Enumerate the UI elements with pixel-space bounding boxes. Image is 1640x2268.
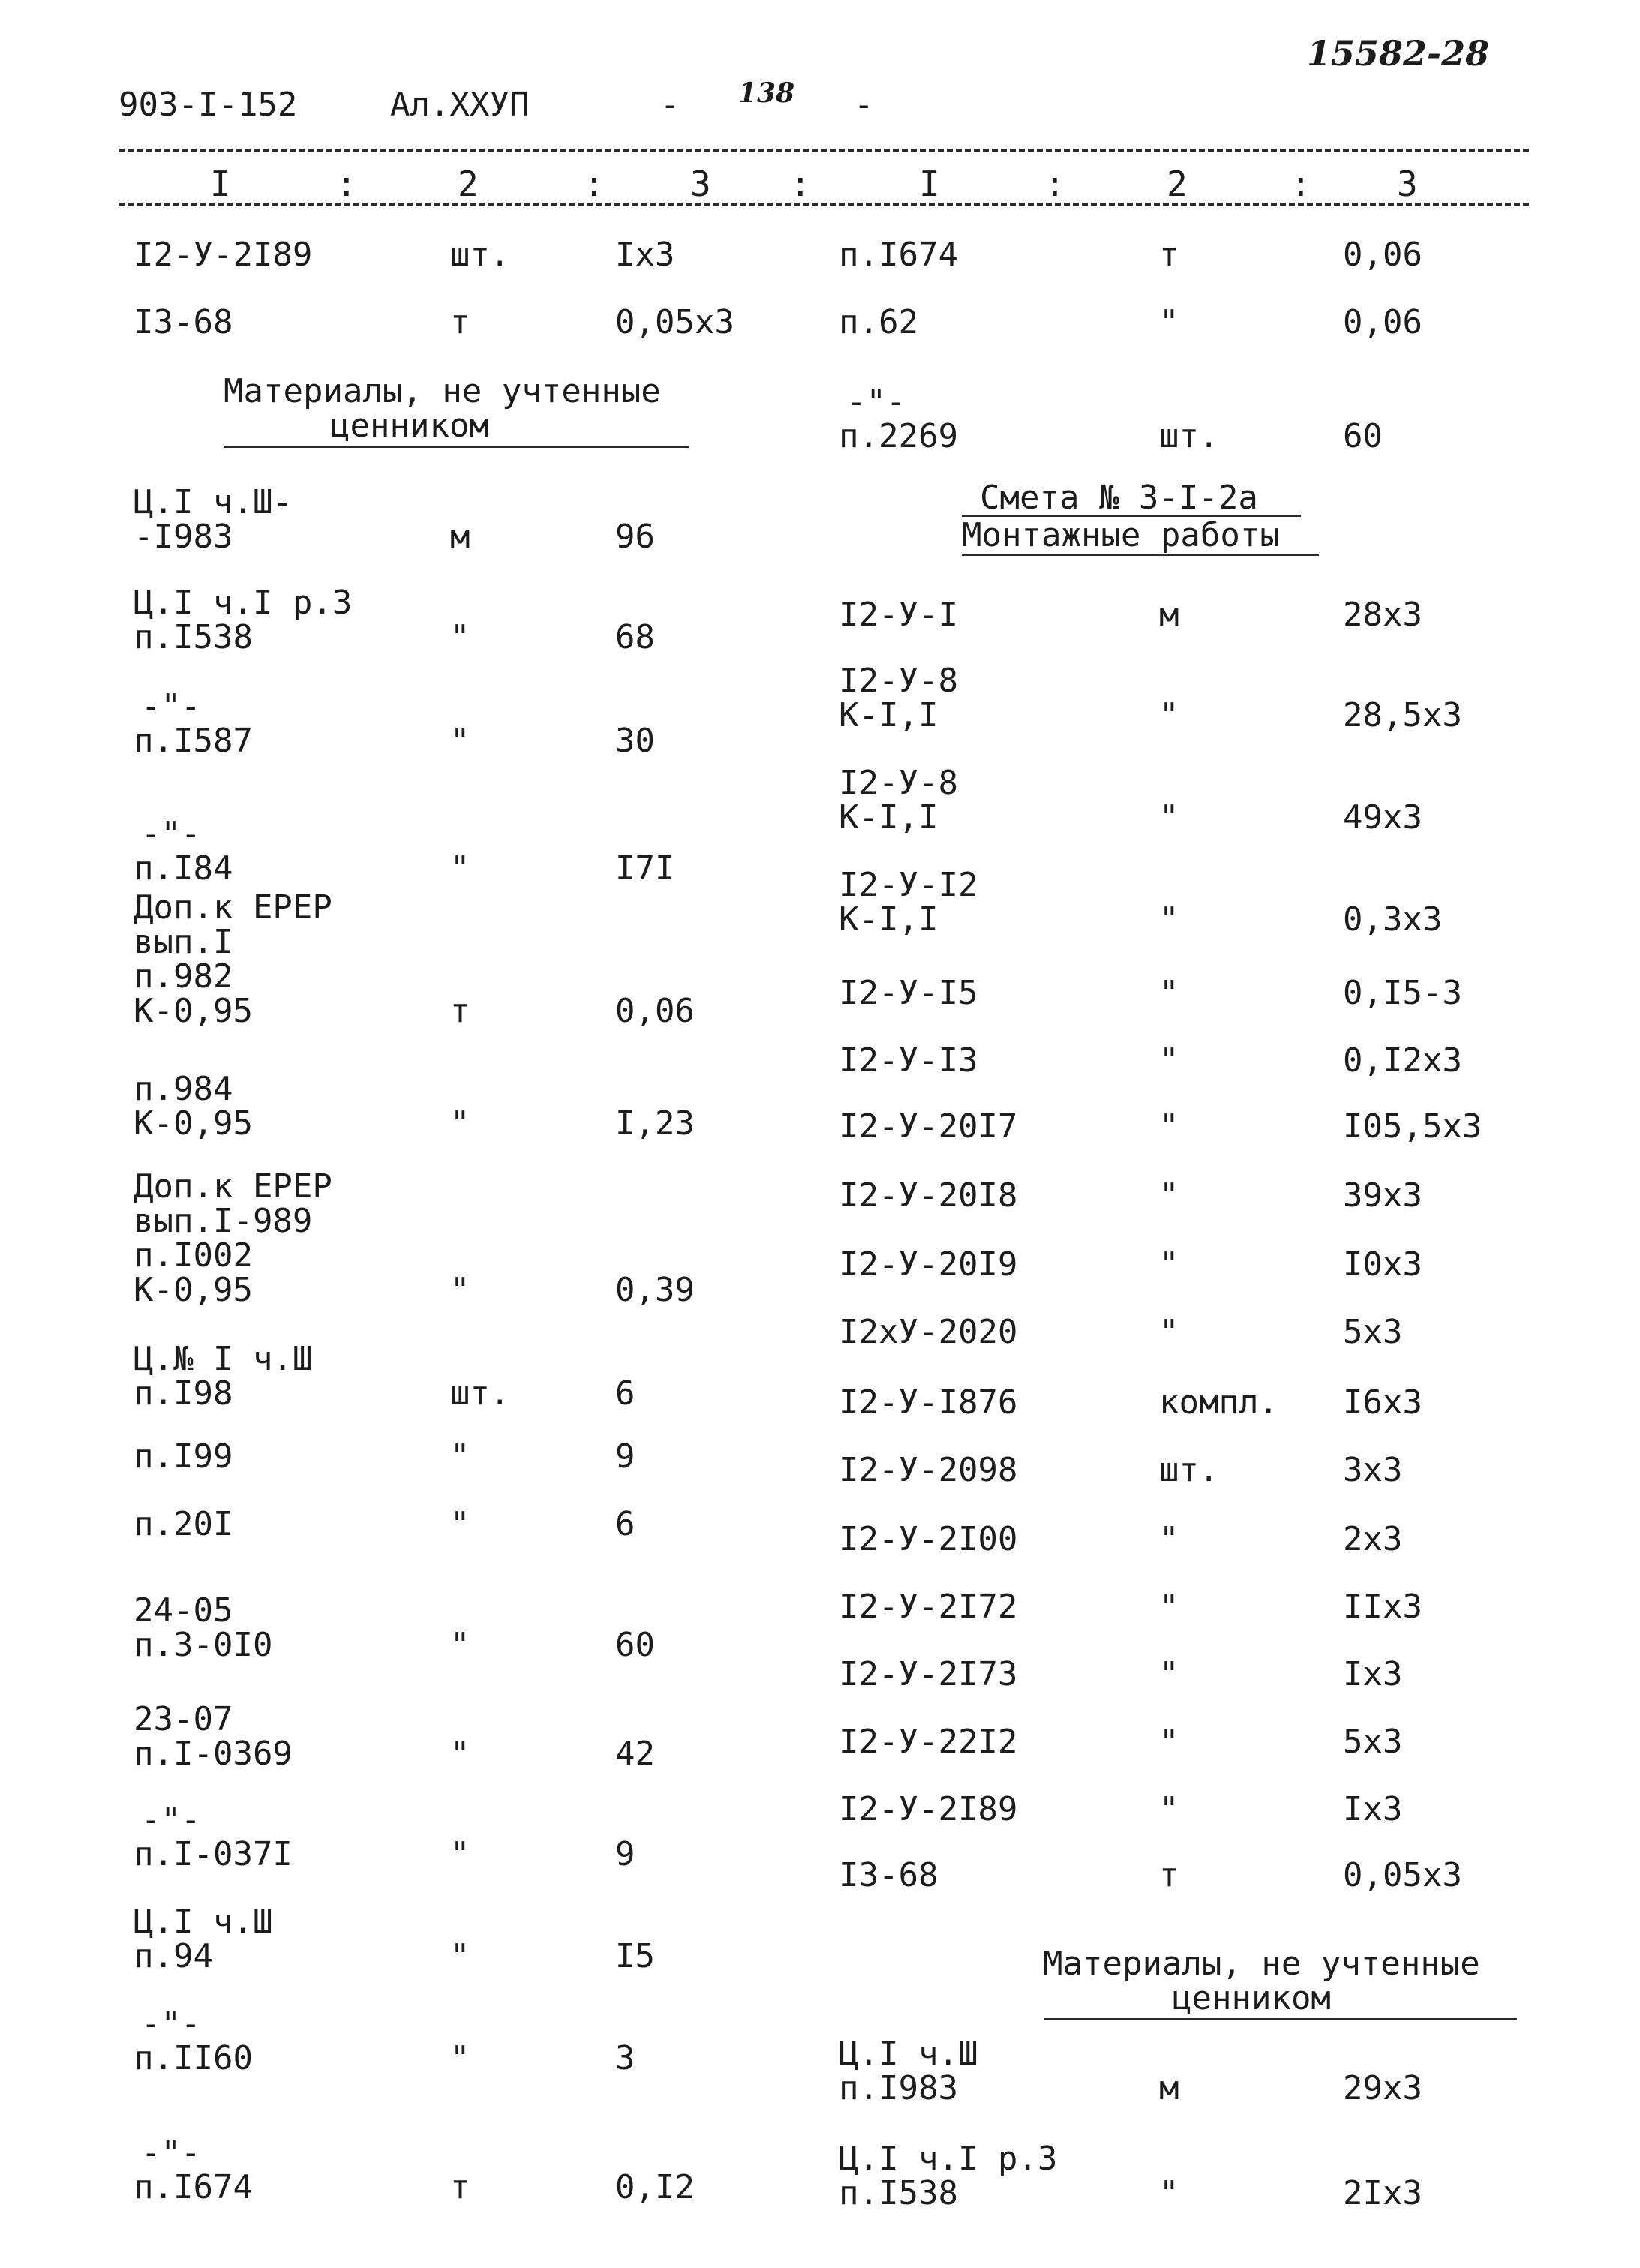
- unit: т: [1159, 236, 1179, 274]
- item-reference: п.I-037I: [134, 1835, 293, 1873]
- quantity: 2Iх3: [1343, 2174, 1422, 2212]
- unit: ": [450, 1626, 470, 1664]
- unit: т: [450, 303, 470, 341]
- item-reference: 24-05: [134, 1591, 233, 1630]
- unit: ": [450, 722, 470, 760]
- unit: ": [1159, 1790, 1179, 1828]
- quantity: I05,5х3: [1343, 1107, 1482, 1146]
- unit: т: [1159, 1856, 1179, 1894]
- item-reference: п.I983: [839, 2069, 958, 2107]
- quantity: 0,I2: [615, 2168, 695, 2206]
- unit: т: [450, 2168, 470, 2206]
- column-header-number: 2: [1167, 164, 1188, 204]
- unit: ": [1159, 1655, 1179, 1693]
- document-code: 903-I-152: [119, 86, 298, 124]
- quantity: 42: [615, 1735, 655, 1773]
- unit: ": [450, 1271, 470, 1309]
- item-reference: п.I-0369: [134, 1735, 293, 1773]
- item-reference: п.I674: [134, 2168, 253, 2206]
- item-reference: I2-У-I5: [839, 974, 978, 1012]
- item-reference: I3-68: [134, 303, 233, 341]
- unit: ": [1159, 798, 1179, 837]
- unit: ": [450, 2039, 470, 2077]
- item-reference: вып.I: [134, 923, 233, 961]
- item-reference: п.I587: [134, 722, 253, 760]
- unit: ": [450, 1835, 470, 1873]
- item-reference: I2-У-I876: [839, 1383, 1018, 1422]
- column-separator: :: [790, 164, 811, 204]
- page-number: 138: [738, 77, 795, 109]
- unit: м: [450, 518, 470, 556]
- item-reference: I2-У-I3: [839, 1041, 978, 1080]
- column-header-number: I: [210, 164, 231, 204]
- quantity: I6х3: [1343, 1383, 1422, 1422]
- heading-underline: [962, 554, 1319, 556]
- unit: ": [1159, 696, 1179, 734]
- item-reference: п.I002: [134, 1236, 253, 1275]
- quantity: 28,5х3: [1343, 696, 1462, 734]
- item-reference: I2-У-22I2: [839, 1723, 1018, 1761]
- item-reference: I3-68: [839, 1856, 939, 1894]
- item-reference: п.62: [839, 303, 918, 341]
- quantity: I0х3: [1343, 1245, 1422, 1284]
- quantity: 0,I2х3: [1343, 1041, 1462, 1080]
- item-reference: Ц.I ч.Ш: [134, 1903, 273, 1941]
- quantity: 49х3: [1343, 798, 1422, 837]
- item-reference: -"-: [141, 1801, 201, 1839]
- quantity: 3: [615, 2039, 635, 2077]
- item-reference: К-0,95: [134, 992, 253, 1030]
- item-reference: п.I674: [839, 236, 958, 274]
- item-reference: I2-У-2I72: [839, 1588, 1018, 1626]
- quantity: 0,06: [1343, 303, 1422, 341]
- item-reference: Ц.I ч.Ш-: [134, 483, 293, 521]
- quantity: 60: [615, 1626, 655, 1664]
- quantity: 68: [615, 618, 655, 656]
- unit: ": [450, 1735, 470, 1773]
- heading-underline: [224, 446, 689, 448]
- unit: ": [1159, 303, 1179, 341]
- quantity: 2х3: [1343, 1520, 1403, 1558]
- item-reference: п.3-0I0: [134, 1626, 273, 1664]
- quantity: 0,05х3: [1343, 1856, 1462, 1894]
- unit: ": [1159, 1107, 1179, 1146]
- item-reference: Ц.I ч.Ш: [839, 2035, 978, 2073]
- item-reference: п.I99: [134, 1437, 233, 1476]
- quantity: 0,05х3: [615, 303, 734, 341]
- page-dash-left: -: [660, 86, 680, 124]
- item-reference: I2-У-2I73: [839, 1655, 1018, 1693]
- item-reference: п.I538: [839, 2174, 958, 2212]
- column-separator: :: [336, 164, 357, 204]
- item-reference: I2-У-I: [839, 596, 958, 634]
- unit: ": [450, 1505, 470, 1543]
- heading-underline: [1044, 2018, 1517, 2020]
- unit: ": [1159, 1041, 1179, 1080]
- item-reference: I2-У-I2: [839, 866, 978, 904]
- quantity: I7I: [615, 849, 675, 888]
- item-reference: п.I98: [134, 1374, 233, 1413]
- item-reference: п.II60: [134, 2039, 253, 2077]
- unit: ": [450, 1937, 470, 1975]
- item-reference: -"-: [141, 2134, 201, 2172]
- item-reference: вып.I-989: [134, 1202, 313, 1240]
- quantity: 6: [615, 1374, 635, 1413]
- column-header-number: 3: [690, 164, 711, 204]
- item-reference: К-0,95: [134, 1104, 253, 1143]
- quantity: 5х3: [1343, 1313, 1403, 1351]
- unit: ": [1159, 2174, 1179, 2212]
- quantity: 0,3х3: [1343, 900, 1443, 939]
- item-reference: I2-У-2I00: [839, 1520, 1018, 1558]
- column-header-number: 3: [1397, 164, 1418, 204]
- item-reference: -"-: [141, 815, 201, 853]
- quantity: 9: [615, 1835, 635, 1873]
- unit: ": [1159, 1588, 1179, 1626]
- section-heading: Материалы, не учтенные: [1043, 1945, 1480, 1983]
- item-reference: I2-У-8: [839, 662, 958, 700]
- quantity: Iх3: [615, 236, 675, 274]
- album-number: Ал.ХХУП: [390, 86, 530, 124]
- item-reference: I2-У-8: [839, 764, 958, 802]
- unit: м: [1159, 2069, 1179, 2107]
- item-reference: Ц.№ I ч.Ш: [134, 1340, 313, 1378]
- handwritten-number: 15582-28: [1307, 33, 1490, 74]
- unit: ": [1159, 1176, 1179, 1215]
- unit: ": [1159, 1313, 1179, 1351]
- unit: т: [450, 992, 470, 1030]
- item-reference: I2-У-2I89: [839, 1790, 1018, 1828]
- item-reference: п.20I: [134, 1505, 233, 1543]
- section-heading: Смета № 3-I-2а: [980, 479, 1258, 517]
- quantity: 0,I5-3: [1343, 974, 1462, 1012]
- item-reference: п.982: [134, 957, 233, 996]
- item-reference: п.94: [134, 1937, 213, 1975]
- page-dash-right: -: [854, 86, 874, 124]
- item-reference: п.I538: [134, 618, 253, 656]
- quantity: 0,06: [1343, 236, 1422, 274]
- section-heading: ценником: [330, 407, 489, 445]
- quantity: 6: [615, 1505, 635, 1543]
- column-header-number: I: [919, 164, 940, 204]
- quantity: 5х3: [1343, 1723, 1403, 1761]
- quantity: 0,06: [615, 992, 695, 1030]
- item-reference: -I983: [134, 518, 233, 556]
- item-reference: I2-У-20I7: [839, 1107, 1018, 1146]
- quantity: IIх3: [1343, 1588, 1422, 1626]
- item-reference: -"-: [141, 687, 201, 725]
- quantity: 96: [615, 518, 655, 556]
- item-reference: I2-У-2098: [839, 1451, 1018, 1489]
- item-reference: К-I,I: [839, 798, 939, 837]
- item-reference: 23-07: [134, 1700, 233, 1738]
- item-reference: I2-У-20I9: [839, 1245, 1018, 1284]
- quantity: 28х3: [1343, 596, 1422, 634]
- quantity: 0,39: [615, 1271, 695, 1309]
- item-reference: Ц.I ч.I р.3: [134, 584, 353, 622]
- unit: ": [1159, 1723, 1179, 1761]
- quantity: 29х3: [1343, 2069, 1422, 2107]
- item-reference: п.I84: [134, 849, 233, 888]
- quantity: 60: [1343, 417, 1383, 455]
- section-heading: Монтажные работы: [962, 516, 1280, 554]
- header-rule-top: [119, 149, 1529, 152]
- column-separator: :: [1044, 164, 1065, 204]
- item-reference: п.2269: [839, 417, 958, 455]
- item-reference: I2хУ-2020: [839, 1313, 1018, 1351]
- column-separator: :: [584, 164, 605, 204]
- unit: ": [450, 1437, 470, 1476]
- unit: ": [1159, 974, 1179, 1012]
- item-reference: К-0,95: [134, 1271, 253, 1309]
- unit: шт.: [1159, 417, 1219, 455]
- quantity: Iх3: [1343, 1655, 1403, 1693]
- unit: ": [450, 618, 470, 656]
- column-separator: :: [1290, 164, 1311, 204]
- quantity: Iх3: [1343, 1790, 1403, 1828]
- item-reference: -"-: [141, 2005, 201, 2043]
- column-header-number: 2: [458, 164, 479, 204]
- unit: ": [1159, 1520, 1179, 1558]
- section-heading: ценником: [1172, 1979, 1331, 2017]
- quantity: 30: [615, 722, 655, 760]
- quantity: 9: [615, 1437, 635, 1476]
- quantity: 3х3: [1343, 1451, 1403, 1489]
- item-reference: Ц.I ч.I р.3: [839, 2140, 1058, 2178]
- quantity: 39х3: [1343, 1176, 1422, 1215]
- item-reference: I2-У-20I8: [839, 1176, 1018, 1215]
- unit: ": [1159, 1245, 1179, 1284]
- unit: шт.: [1159, 1451, 1219, 1489]
- unit: шт.: [450, 1374, 510, 1413]
- section-heading: Материалы, не учтенные: [224, 372, 661, 410]
- unit: компл.: [1159, 1383, 1278, 1422]
- unit: шт.: [450, 236, 510, 274]
- quantity: I5: [615, 1937, 655, 1975]
- unit: м: [1159, 596, 1179, 634]
- header-rule-bottom: [119, 203, 1529, 206]
- item-reference: п.984: [134, 1070, 233, 1108]
- unit: ": [450, 849, 470, 888]
- quantity: I,23: [615, 1104, 695, 1143]
- item-reference: Доп.к ЕРЕР: [134, 888, 332, 927]
- item-reference: К-I,I: [839, 900, 939, 939]
- unit: ": [450, 1104, 470, 1143]
- item-reference: Доп.к ЕРЕР: [134, 1167, 332, 1206]
- item-reference: -"-: [846, 383, 906, 421]
- item-reference: К-I,I: [839, 696, 939, 734]
- item-reference: I2-У-2I89: [134, 236, 313, 274]
- unit: ": [1159, 900, 1179, 939]
